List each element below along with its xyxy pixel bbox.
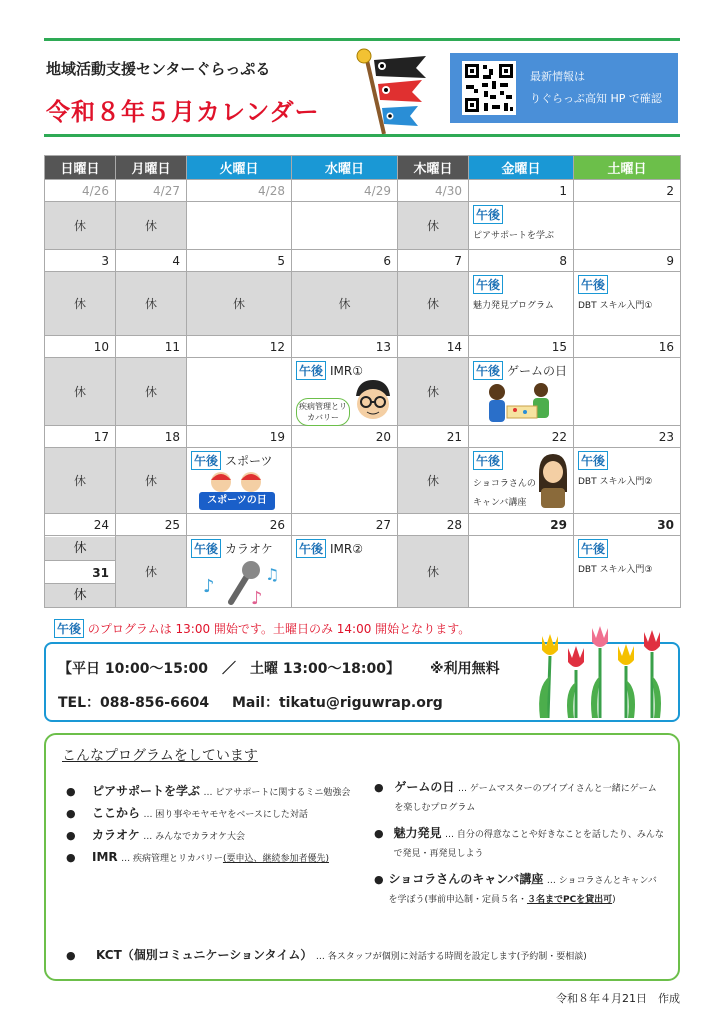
sports-kids-illustration xyxy=(207,468,267,492)
week3-dates xyxy=(45,336,681,358)
date-cell: 1 xyxy=(469,180,574,202)
event-title: スポーツ xyxy=(225,454,273,468)
week5-events xyxy=(45,536,681,608)
pm-badge: 午後 xyxy=(296,539,326,558)
closed-cell: 休 xyxy=(45,537,115,560)
closed-cell: 休 xyxy=(45,448,116,514)
closed-cell: 休 xyxy=(116,202,187,250)
program-desc: … 困り事やモヤモヤをベースにした対話 xyxy=(143,810,308,820)
note-text: のプログラムは 13:00 開始です。土曜日のみ 14:00 開始となります。 xyxy=(87,622,471,636)
empty-cell xyxy=(292,448,398,514)
closed-cell: 休 xyxy=(116,272,187,336)
week1-dates xyxy=(45,180,681,202)
calendar-table xyxy=(44,155,681,608)
date-cell: 18 xyxy=(116,426,187,448)
event-cell xyxy=(292,358,398,426)
event-title: ゲームの日 xyxy=(507,364,568,378)
creation-date: 令和８年４月21日 作成 xyxy=(556,992,680,1005)
closed-cell: 休 xyxy=(398,448,469,514)
pm-badge: 午後 xyxy=(473,361,503,380)
date-cell: 2 xyxy=(574,180,681,202)
date-cell: 19 xyxy=(187,426,292,448)
program-list-right xyxy=(374,779,664,909)
date-cell: 8 xyxy=(469,250,574,272)
closed-cell: 休 xyxy=(116,536,187,608)
event-cell xyxy=(574,536,681,608)
pm-badge: 午後 xyxy=(296,361,326,380)
date-cell: 29 xyxy=(469,514,574,536)
event-cell xyxy=(469,448,574,514)
speech-bubble: 疾病管理とリカバリー xyxy=(296,398,350,426)
program-box xyxy=(44,733,680,981)
closed-cell: 休 xyxy=(45,202,116,250)
event-cell xyxy=(469,272,574,336)
date-cell: 11 xyxy=(116,336,187,358)
sun-split-cell xyxy=(45,536,116,608)
program-list-left xyxy=(66,783,366,871)
day-header-mon: 月曜日 xyxy=(116,156,187,180)
day-header-fri: 金曜日 xyxy=(469,156,574,180)
program-desc: … 疾病管理とリカバリー xyxy=(121,854,223,864)
date-cell: 24 xyxy=(45,514,116,536)
date-cell: 4/28 xyxy=(187,180,292,202)
event-text: DBT スキル入門① xyxy=(578,301,653,311)
program-name: カラオケ xyxy=(92,828,140,842)
date-cell: 4/29 xyxy=(292,180,398,202)
list-item: ● ここから … 困り事やモヤモヤをベースにした対話 xyxy=(66,806,308,820)
list-item: ● ゲームの日 … ゲームマスターのブイブイさんと一緒にゲームを楽しむプログラム xyxy=(374,780,657,813)
closed-cell: 休 xyxy=(45,584,115,607)
date-cell: 28 xyxy=(398,514,469,536)
date-cell: 20 xyxy=(292,426,398,448)
event-text: 魅力発見プログラム xyxy=(473,301,554,311)
closed-cell: 休 xyxy=(398,536,469,608)
week3-events xyxy=(45,358,681,426)
date-cell: 9 xyxy=(574,250,681,272)
date-cell: 30 xyxy=(574,514,681,536)
program-heading: こんなプログラムをしています xyxy=(62,748,258,764)
program-desc: … ピアサポートに関するミニ勉強会 xyxy=(203,788,351,798)
empty-cell xyxy=(469,536,574,608)
pm-badge: 午後 xyxy=(578,539,608,558)
program-name: ピアサポートを学ぶ xyxy=(92,784,201,798)
mail[interactable]: Mail：tikatu@riguwrap.org xyxy=(232,695,443,711)
sports-day-banner: スポーツの日 xyxy=(199,492,275,510)
day-header-thu: 木曜日 xyxy=(398,156,469,180)
event-cell xyxy=(469,202,574,250)
date-cell: 14 xyxy=(398,336,469,358)
man-with-glasses-illustration xyxy=(352,378,394,422)
page-title: 令和８年５月カレンダー xyxy=(46,98,320,126)
date-cell: 4/30 xyxy=(398,180,469,202)
qr-code-icon[interactable] xyxy=(462,61,516,115)
closed-cell: 休 xyxy=(116,448,187,514)
tel: TEL：088-856-6604 xyxy=(58,695,210,711)
event-title: IMR① xyxy=(330,364,364,378)
program-desc: … 各スタッフが個別に対話する時間を設定します(予約制・要相談) xyxy=(315,952,587,962)
day-header-tue: 火曜日 xyxy=(187,156,292,180)
pm-badge: 午後 xyxy=(191,539,221,558)
koinobori-illustration xyxy=(352,46,436,136)
week4-dates xyxy=(45,426,681,448)
date-cell: 26 xyxy=(187,514,292,536)
week2-events xyxy=(45,272,681,336)
event-title: IMR② xyxy=(330,542,364,556)
empty-cell xyxy=(574,202,681,250)
list-item: ● ショコラさんのキャンバ講座 … ショコラさんとキャンバを学ぼう(事前申込制・定員５名・３名までPCを貸出可) xyxy=(374,872,657,905)
date-cell: 31 xyxy=(45,560,115,584)
event-text: ピアサポートを学ぶ xyxy=(473,231,555,241)
date-cell: 5 xyxy=(187,250,292,272)
program-name: ゲームの日 xyxy=(394,780,455,794)
start-time-note xyxy=(54,619,470,638)
program-name: ショコラさんのキャンバ講座 xyxy=(388,872,544,886)
closed-cell: 休 xyxy=(398,272,469,336)
date-cell: 16 xyxy=(574,336,681,358)
date-cell: 3 xyxy=(45,250,116,272)
date-cell: 21 xyxy=(398,426,469,448)
microphone-icon xyxy=(201,558,281,606)
date-cell: 25 xyxy=(116,514,187,536)
program-desc-tail: ) xyxy=(612,895,616,905)
event-text: ショコラさんの xyxy=(473,479,536,489)
weekday-header-row xyxy=(45,156,681,180)
closed-cell: 休 xyxy=(45,358,116,426)
week4-events xyxy=(45,448,681,514)
info-line-2: りぐらっぷ高知 HP で確認 xyxy=(530,92,662,105)
program-note: ３名までPCを貸出可 xyxy=(526,895,613,905)
list-item: ● IMR … 疾病管理とリカバリー(要申込、継続参加者優先) xyxy=(66,850,329,864)
program-name: KCT（個別コミュニケーションタイム） xyxy=(96,948,313,962)
date-cell: 22 xyxy=(469,426,574,448)
closed-cell: 休 xyxy=(45,272,116,336)
opening-hours: 【平日 10:00～15:00 ／ 土曜 13:00～18:00】 xyxy=(58,661,401,677)
program-name: 魅力発見 xyxy=(393,826,442,840)
date-cell: 27 xyxy=(292,514,398,536)
program-desc: … 自分の得意なことや好きなことを話したり、みんなで発見・再発見しよう xyxy=(393,830,664,859)
day-header-sun: 日曜日 xyxy=(45,156,116,180)
event-title: カラオケ xyxy=(225,542,273,556)
program-note: (要申込、継続参加者優先) xyxy=(222,854,329,864)
board-game-illustration xyxy=(485,380,555,424)
closed-cell: 休 xyxy=(398,358,469,426)
pm-badge: 午後 xyxy=(191,451,221,470)
info-box xyxy=(450,53,678,123)
svg-text:♪: ♪ xyxy=(251,588,263,606)
org-name: 地域活動支援センターぐらっぷる xyxy=(46,60,271,78)
header-bottom-rule xyxy=(44,134,680,137)
pm-badge: 午後 xyxy=(54,619,84,638)
closed-cell: 休 xyxy=(187,272,292,336)
event-cell xyxy=(187,536,292,608)
empty-cell xyxy=(187,202,292,250)
empty-cell xyxy=(187,358,292,426)
top-rule xyxy=(44,38,680,41)
week1-events xyxy=(45,202,681,250)
tulip-illustration xyxy=(530,626,670,722)
list-item: ● カラオケ … みんなでカラオケ大会 xyxy=(66,828,245,842)
list-item: ● 魅力発見 … 自分の得意なことや好きなことを話したり、みんなで発見・再発見しよう xyxy=(374,826,664,859)
closed-cell: 休 xyxy=(398,202,469,250)
info-line-1: 最新情報は xyxy=(530,70,585,83)
closed-cell: 休 xyxy=(116,358,187,426)
empty-cell xyxy=(292,202,398,250)
date-cell: 6 xyxy=(292,250,398,272)
day-header-sat: 土曜日 xyxy=(574,156,681,180)
date-cell: 17 xyxy=(45,426,116,448)
list-item: ● ピアサポートを学ぶ … ピアサポートに関するミニ勉強会 xyxy=(66,784,351,798)
program-name: ここから xyxy=(92,806,141,820)
event-text: DBT スキル入門② xyxy=(578,477,653,487)
date-cell: 13 xyxy=(292,336,398,358)
week2-dates xyxy=(45,250,681,272)
date-cell: 23 xyxy=(574,426,681,448)
pm-badge: 午後 xyxy=(473,275,503,294)
program-name: IMR xyxy=(92,850,118,864)
svg-text:♫: ♫ xyxy=(265,565,280,584)
pm-badge: 午後 xyxy=(578,451,608,470)
pm-badge: 午後 xyxy=(578,275,608,294)
chocolat-person-illustration xyxy=(535,452,571,510)
event-cell xyxy=(469,358,574,426)
program-desc: … ゲームマスターのブイブイさんと一緒にゲームを楽しむプログラム xyxy=(394,784,657,813)
free-note: ※利用無料 xyxy=(430,661,500,677)
date-cell: 4/26 xyxy=(45,180,116,202)
day-header-wed: 水曜日 xyxy=(292,156,398,180)
event-text: キャンバ講座 xyxy=(473,498,527,508)
closed-cell: 休 xyxy=(292,272,398,336)
event-text: DBT スキル入門③ xyxy=(578,565,653,575)
empty-cell xyxy=(574,358,681,426)
event-cell xyxy=(187,448,292,514)
week5-dates xyxy=(45,514,681,536)
date-cell: 12 xyxy=(187,336,292,358)
date-cell: 7 xyxy=(398,250,469,272)
event-cell xyxy=(292,536,398,608)
svg-text:♪: ♪ xyxy=(203,576,215,597)
pm-badge: 午後 xyxy=(473,451,503,470)
event-cell xyxy=(574,272,681,336)
program-desc: … ショコラさんとキャンバを学ぼう(事前申込制・定員５名・ xyxy=(388,876,657,905)
program-desc: … みんなでカラオケ大会 xyxy=(143,832,245,842)
kct-item: ● KCT（個別コミュニケーションタイム） … 各スタッフが個別に対話する時間を設定します(予約制・要相談) xyxy=(66,948,587,962)
event-cell xyxy=(574,448,681,514)
date-cell: 15 xyxy=(469,336,574,358)
date-cell: 4 xyxy=(116,250,187,272)
pm-badge: 午後 xyxy=(473,205,503,224)
date-cell: 10 xyxy=(45,336,116,358)
date-cell: 4/27 xyxy=(116,180,187,202)
